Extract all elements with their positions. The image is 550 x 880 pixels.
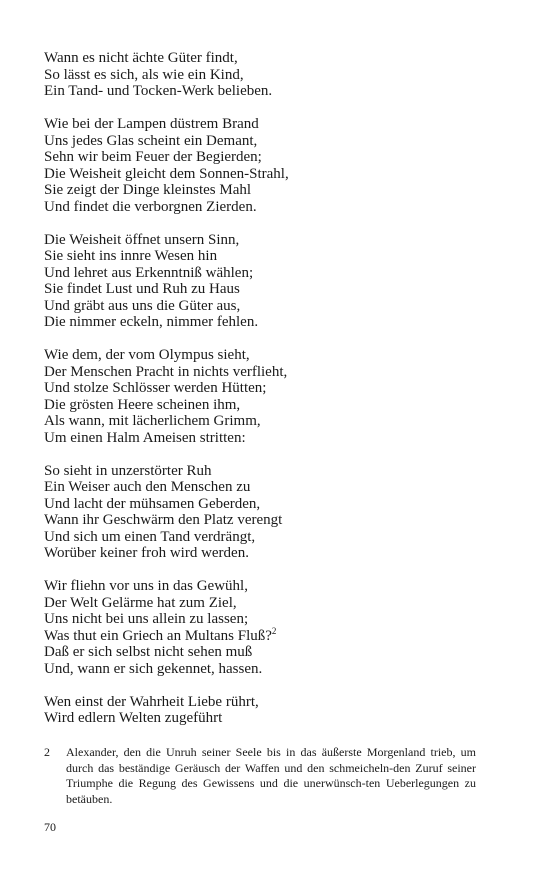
poem-line	[44, 529, 514, 546]
poem-line	[44, 661, 514, 678]
poem-line-text: Daß er sich selbst nicht sehen muß	[44, 644, 253, 660]
poem-line	[44, 380, 514, 397]
poem-line-text: Und stolze Schlösser werden Hütten;	[44, 380, 267, 396]
poem-line-text: Wie dem, der vom Olympus sieht,	[44, 347, 250, 363]
poem-line	[44, 496, 514, 513]
poem-line	[44, 298, 514, 315]
stanza	[44, 116, 514, 215]
poem-line-text: Und lacht der mühsamen Geberden,	[44, 495, 261, 512]
footnote-text: Alexander, den die Unruh seiner Seele bis in das äußerste Morgenland trieb, um durch das beständige Geräusch der Waffen und den schmeicheln-den Zuruf seiner Triumphe die Regung des Gewissens und die unerwünsch-ten Ueberlegungen zu betäuben.	[66, 745, 476, 806]
poem-line-text: Uns jedes Glas scheint ein Demant,	[44, 132, 258, 149]
footnote-marker: 2	[271, 625, 277, 636]
poem-line	[44, 578, 514, 595]
poem	[44, 50, 514, 743]
poem-line-text: So lässt es sich, als wie ein Kind,	[44, 66, 244, 83]
poem-line	[44, 133, 514, 150]
stanza	[44, 232, 514, 331]
poem-line-text: Ein Tand- und Tocken-Werk belieben.	[44, 83, 273, 99]
poem-line-text: Sie findet Lust und Ruh zu Haus	[44, 281, 240, 297]
poem-line-text: Die grösten Heere scheinen ihm,	[44, 396, 241, 413]
poem-line-text: Wie bei der Lampen düstrem Brand	[44, 116, 259, 132]
poem-line	[44, 413, 514, 430]
poem-line	[44, 67, 514, 84]
poem-line-text: Und gräbt aus uns die Güter aus,	[44, 297, 241, 314]
poem-line	[44, 166, 514, 183]
poem-line-text: Die nimmer eckeln, nimmer fehlen.	[44, 314, 259, 330]
stanza	[44, 578, 514, 677]
poem-line-text: Wird edlern Welten zugeführt	[44, 710, 223, 726]
poem-line	[44, 479, 514, 496]
poem-line	[44, 50, 514, 67]
poem-line-text: Sie sieht ins innre Wesen hin	[44, 248, 218, 264]
poem-line	[44, 694, 514, 711]
page-number: 70	[44, 820, 56, 834]
poem-line	[44, 347, 514, 364]
poem-line	[44, 545, 514, 562]
poem-line	[44, 83, 514, 100]
poem-line-text: Und findet die verborgnen Zierden.	[44, 198, 257, 215]
poem-line	[44, 512, 514, 529]
poem-line	[44, 199, 514, 216]
poem-line-text: Als wann, mit lächerlichem Grimm,	[44, 413, 261, 429]
stanza	[44, 347, 514, 446]
poem-line-text: Sie zeigt der Dinge kleinstes Mahl	[44, 182, 252, 198]
poem-line-text: Wen einst der Wahrheit Liebe rührt,	[44, 693, 259, 710]
poem-line	[44, 430, 514, 447]
poem-line	[44, 232, 514, 249]
poem-line-text: Ein Weiser auch den Menschen zu	[44, 479, 251, 495]
stanza	[44, 463, 514, 562]
poem-line	[44, 364, 514, 381]
poem-line-text: Wir fliehn vor uns in das Gewühl,	[44, 578, 248, 594]
poem-line-text: Was thut ein Griech an Multans Fluß?	[44, 627, 272, 644]
poem-line	[44, 265, 514, 282]
poem-line	[44, 644, 514, 661]
poem-line	[44, 710, 514, 727]
poem-line-text: Sehn wir beim Feuer der Begierden;	[44, 149, 262, 165]
stanza	[44, 50, 514, 100]
poem-line	[44, 314, 514, 331]
poem-line	[44, 595, 514, 612]
footnote	[44, 745, 476, 807]
poem-line-text: Und, wann er sich gekennet, hassen.	[44, 660, 263, 677]
poem-line-text: Wann es nicht ächte Güter findt,	[44, 50, 238, 66]
poem-line-text: Wann ihr Geschwärm den Platz verengt	[44, 512, 283, 528]
poem-line-text: Der Menschen Pracht in nichts verflieht,	[44, 363, 288, 380]
poem-line-text: Und lehret aus Erkenntniß wählen;	[44, 264, 254, 281]
poem-line	[44, 397, 514, 414]
stanza	[44, 694, 514, 727]
poem-line-text: Der Welt Gelärme hat zum Ziel,	[44, 594, 237, 611]
poem-line	[44, 625, 514, 645]
poem-line-text: Worüber keiner froh wird werden.	[44, 545, 249, 561]
poem-line-text: Und sich um einen Tand verdrängt,	[44, 528, 256, 545]
poem-line-text: Die Weisheit öffnet unsern Sinn,	[44, 231, 240, 248]
poem-line-text: Um einen Halm Ameisen stritten:	[44, 429, 246, 446]
poem-line	[44, 149, 514, 166]
poem-line	[44, 248, 514, 265]
footnote-number: 2	[44, 745, 50, 759]
poem-line	[44, 182, 514, 199]
poem-line-text: Die Weisheit gleicht dem Sonnen-Strahl,	[44, 165, 289, 182]
poem-line	[44, 611, 514, 628]
poem-line-text: Uns nicht bei uns allein zu lassen;	[44, 611, 249, 627]
poem-line	[44, 281, 514, 298]
poem-line	[44, 116, 514, 133]
poem-line-text: So sieht in unzerstörter Ruh	[44, 462, 212, 479]
poem-line	[44, 463, 514, 480]
